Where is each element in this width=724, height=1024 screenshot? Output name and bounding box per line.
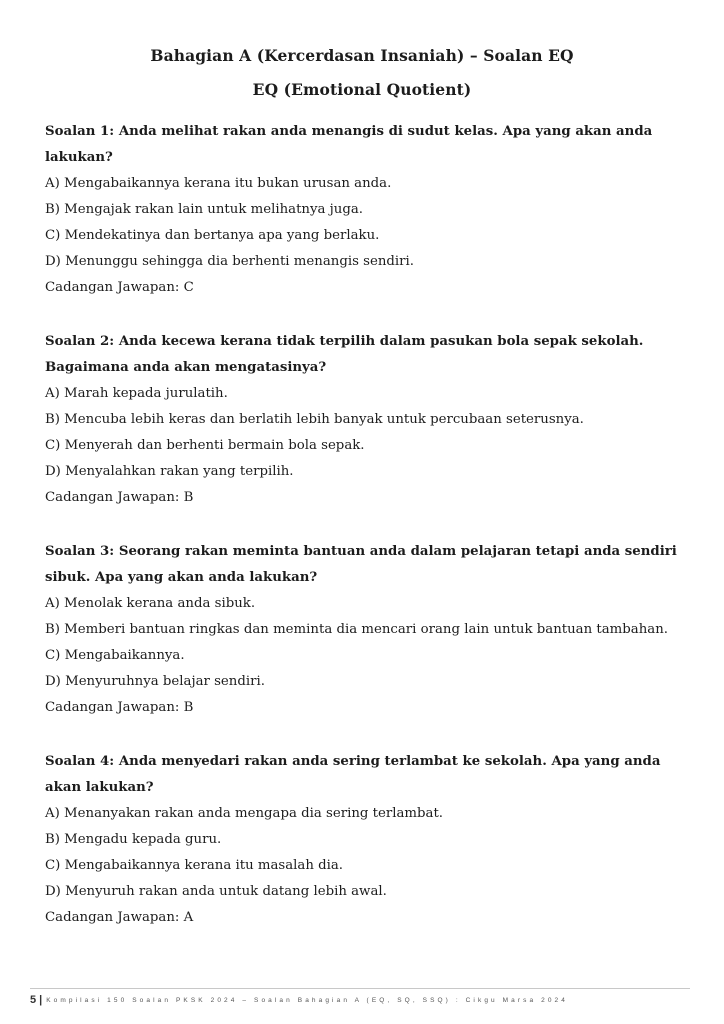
- option-d: D) Menunggu sehingga dia berhenti menangis sendiri.: [45, 254, 414, 269]
- page-number: 5: [30, 994, 37, 1006]
- question-list: [45, 119, 685, 959]
- question-2: [45, 329, 685, 511]
- question-2-options: [45, 381, 685, 485]
- option-d: D) Menyuruhnya belajar sendiri.: [45, 674, 265, 689]
- question-1: [45, 119, 685, 301]
- question-3-text: Soalan 3: Seorang rakan meminta bantuan anda dalam pelajaran tetapi anda sendiri sibuk. Apa yang akan anda lakukan?: [45, 544, 677, 585]
- page-title: Bahagian A (Kercerdasan Insaniah) – Soalan EQ: [150, 46, 574, 65]
- footer-text: Kompilasi 150 Soalan PKSK 2024 – Soalan Bahagian A (EQ, SQ, SSQ) : Cikgu Marsa 2024: [46, 996, 568, 1004]
- option-c: C) Mengabaikannya kerana itu masalah dia.: [45, 858, 344, 873]
- option-a: A) Menolak kerana anda sibuk.: [45, 596, 256, 611]
- question-4-options: [45, 801, 685, 905]
- option-c: C) Menyerah dan berhenti bermain bola sepak.: [45, 438, 365, 453]
- page-footer: [30, 988, 690, 1009]
- suggested-answer: Cadangan Jawapan: A: [45, 910, 194, 925]
- suggested-answer: Cadangan Jawapan: B: [45, 490, 194, 505]
- question-1-options: [45, 171, 685, 275]
- question-3-options: [45, 591, 685, 695]
- question-3: [45, 539, 685, 721]
- option-d: D) Menyuruh rakan anda untuk datang lebih awal.: [45, 884, 387, 899]
- option-b: B) Mencuba lebih keras dan berlatih lebih banyak untuk percubaan seterusnya.: [45, 412, 584, 427]
- question-1-text: Soalan 1: Anda melihat rakan anda menangis di sudut kelas. Apa yang akan anda lakukan?: [45, 124, 653, 165]
- question-4-text: Soalan 4: Anda menyedari rakan anda sering terlambat ke sekolah. Apa yang anda akan lakukan?: [45, 754, 661, 795]
- option-d: D) Menyalahkan rakan yang terpilih.: [45, 464, 294, 479]
- option-c: C) Mendekatinya dan bertanya apa yang berlaku.: [45, 228, 380, 243]
- option-c: C) Mengabaikannya.: [45, 648, 185, 663]
- question-4: [45, 749, 685, 931]
- option-a: A) Menanyakan rakan anda mengapa dia sering terlambat.: [45, 806, 444, 821]
- question-2-text: Soalan 2: Anda kecewa kerana tidak terpilih dalam pasukan bola sepak sekolah. Bagaimana anda akan mengatasinya?: [45, 334, 644, 375]
- footer-separator: |: [39, 994, 43, 1006]
- suggested-answer: Cadangan Jawapan: B: [45, 700, 194, 715]
- option-b: B) Memberi bantuan ringkas dan meminta dia mencari orang lain untuk bantuan tambahan.: [45, 622, 669, 637]
- suggested-answer: Cadangan Jawapan: C: [45, 280, 194, 295]
- option-b: B) Mengajak rakan lain untuk melihatnya juga.: [45, 202, 364, 217]
- page-subtitle: EQ (Emotional Quotient): [252, 80, 472, 99]
- option-b: B) Mengadu kepada guru.: [45, 832, 222, 847]
- option-a: A) Marah kepada jurulatih.: [45, 386, 228, 401]
- option-a: A) Mengabaikannya kerana itu bukan urusan anda.: [45, 176, 392, 191]
